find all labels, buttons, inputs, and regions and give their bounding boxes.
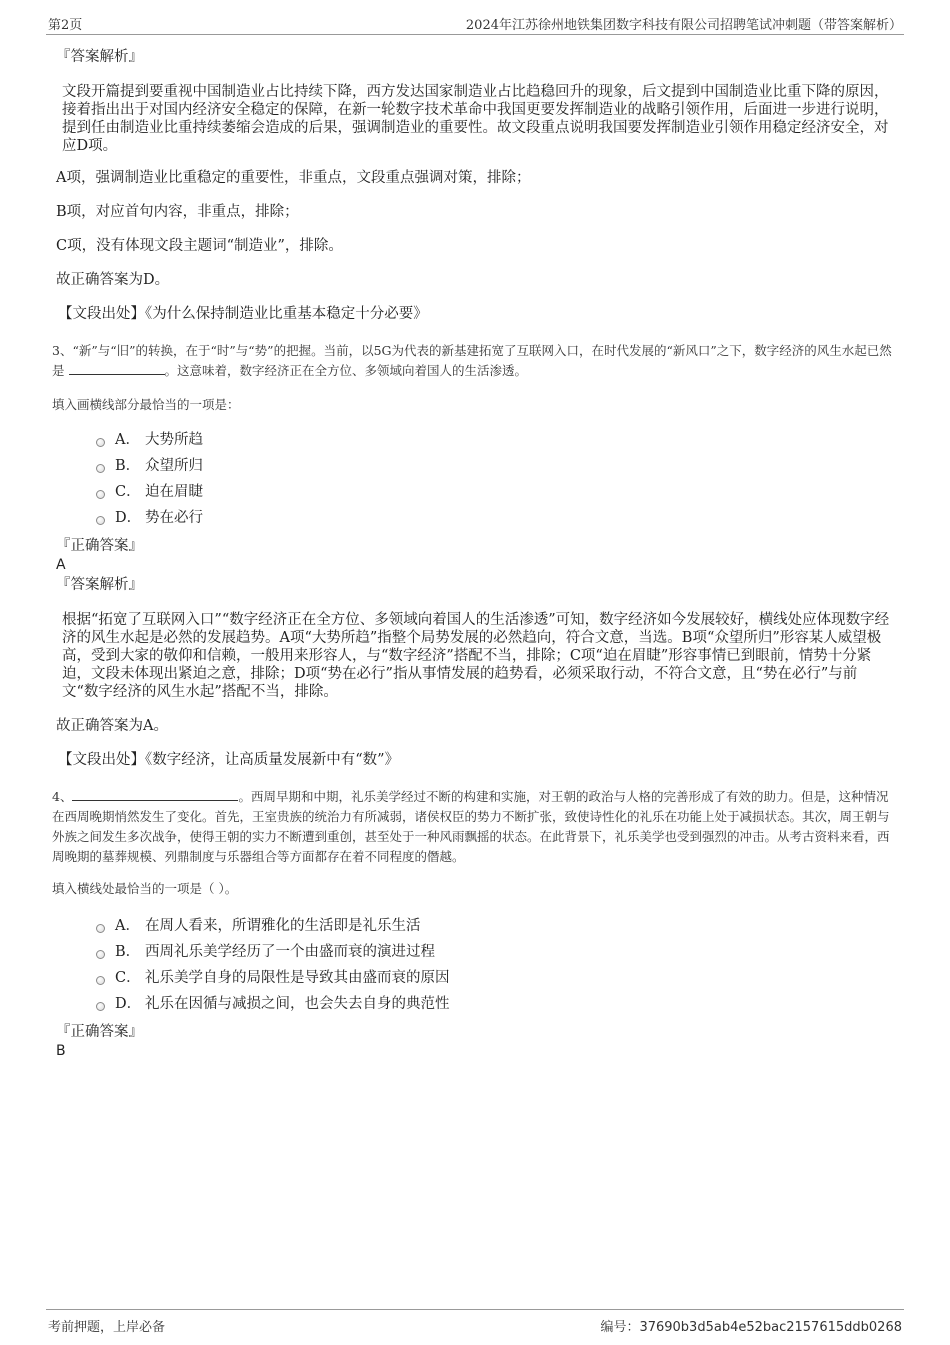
option-letter: C．: [115, 970, 141, 986]
q4-option-b[interactable]: [96, 939, 898, 965]
q2-conclusion: 故正确答案为D。: [56, 272, 170, 288]
footer-serial: [600, 1316, 902, 1335]
radio-icon[interactable]: [96, 924, 105, 933]
option-letter: A．: [115, 918, 140, 934]
q3-stem-after: 。这意味着，数字经济正在全方位、多领域向着国人的生活渗透。: [164, 363, 528, 378]
q4-stem-after: 。西周早期和中期，礼乐美学经过不断的构建和实施，对王朝的政治与人格的完善形成了有效的助力。但是，这种情况在西周晚期悄然发生了变化。首先，王室贵族的统治力有所减弱，诸侯权臣的势力不断扩张，致使诗性化的礼乐在功能上处于减损状态。其次，周王朝与外族之间发生多次战争，使得王朝的实力不断遭到重创，甚至处于一种风雨飘摇的状态。在此背景下，礼乐美学也受到强烈的冲击。从考古资料来看，西周晚期的墓葬规模、列鼎制度与乐器组合等方面都存在着不同程度的僭越。: [52, 789, 890, 864]
option-letter: D．: [115, 510, 142, 526]
q4-correct-label: 『正确答案』: [56, 1024, 143, 1040]
radio-icon[interactable]: [96, 516, 105, 525]
option-text: 礼乐美学自身的局限性是导致其由盛而衰的原因: [145, 970, 450, 986]
q3-blank: [69, 362, 165, 375]
q3-prompt: 填入画横线部分最恰当的一项是：: [52, 397, 240, 412]
q4-correct-answer: B: [56, 1043, 66, 1059]
option-letter: D．: [115, 996, 142, 1012]
q2-option-c-note: C项，没有体现文段主题词“制造业”，排除。: [56, 238, 343, 254]
q3-options: [56, 427, 898, 531]
q3-correct-answer: A: [56, 557, 66, 573]
footer-slogan: 考前押题，上岸必备: [48, 1320, 166, 1335]
q3-source: 【文段出处】《数字经济，让高质量发展新中有“数”》: [58, 752, 400, 768]
option-text: 西周礼乐美学经历了一个由盛而衰的演进过程: [145, 944, 435, 960]
radio-icon[interactable]: [96, 464, 105, 473]
q2-option-b-note: B项，对应首句内容，非重点，排除；: [56, 204, 299, 220]
q4-blank: [72, 788, 238, 801]
q2-analysis-text: 文段开篇提到要重视中国制造业占比持续下降，西方发达国家制造业占比趋稳回升的现象，后文提到中国制造业比重下降的原因，接着指出出于对国内经济安全稳定的保障，在新一轮数字技术革命中我国更要发挥制造业的战略引领作用，后面进一步进行说明，提到任由制造业比重持续萎缩会造成的后果，强调制造业的重要性。故文段重点说明我国要发挥制造业引领作用稳定经济安全，对应D项。: [62, 84, 889, 154]
q3-conclusion: 故正确答案为A。: [56, 718, 168, 734]
option-letter: B．: [115, 944, 141, 960]
q3-stem: [52, 341, 898, 381]
option-letter: C．: [115, 484, 141, 500]
q4-stem-prefix: 4、: [52, 789, 73, 804]
q3-option-c[interactable]: [96, 479, 898, 505]
option-letter: A．: [115, 432, 140, 448]
option-text: 众望所归: [145, 458, 203, 474]
q3-analysis-text: 根据“拓宽了互联网入口”“数字经济正在全方位、多领域向着国人的生活渗透”可知，数字经济如今发展较好，横线处应体现数字经济的风生水起是必然的发展趋势。A项“大势所趋”指整个局势发展的必然趋向，符合文意，当选。B项“众望所归”形容某人威望极高，受到大家的敬仰和信赖，一般用来形容人，与“数字经济”搭配不当，排除；C项“迫在眉睫”形容事情已到眼前，情势十分紧迫，文段未体现出紧迫之意，排除；D项“势在必行”指从事情发展的趋势看，必须采取行动，不符合文意，且“势在必行”与前文“数字经济的风生水起”搭配不当，排除。: [62, 612, 890, 700]
q4-prompt: 填入横线处最恰当的一项是（ ）。: [52, 881, 238, 896]
option-letter: B．: [115, 458, 141, 474]
q3-option-a[interactable]: [96, 427, 898, 453]
q2-option-a-note: A项，强调制造业比重稳定的重要性，非重点，文段重点强调对策，排除；: [56, 170, 531, 186]
radio-icon[interactable]: [96, 976, 105, 985]
q3-option-b[interactable]: [96, 453, 898, 479]
radio-icon[interactable]: [96, 490, 105, 499]
page-number: 第2页: [48, 18, 83, 33]
option-text: 在周人看来，所谓雅化的生活即是礼乐生活: [145, 918, 421, 934]
q3-analysis-label: 『答案解析』: [56, 577, 143, 593]
option-text: 大势所趋: [145, 432, 203, 448]
option-text: 势在必行: [145, 510, 203, 526]
radio-icon[interactable]: [96, 438, 105, 447]
q4-options: [56, 913, 898, 1017]
q3-correct-label: 『正确答案』: [56, 538, 143, 554]
radio-icon[interactable]: [96, 1002, 105, 1011]
page-header: [46, 12, 904, 35]
page-footer: [46, 1309, 904, 1340]
page-content: [52, 44, 898, 1060]
q4-option-a[interactable]: [96, 913, 898, 939]
document-title: 2024年江苏徐州地铁集团数字科技有限公司招聘笔试冲刺题（带答案解析）: [465, 18, 902, 33]
option-text: 迫在眉睫: [145, 484, 203, 500]
serial-label: 编号：: [600, 1320, 640, 1335]
q4-option-d[interactable]: [96, 991, 898, 1017]
q4-option-c[interactable]: [96, 965, 898, 991]
radio-icon[interactable]: [96, 950, 105, 959]
q4-stem: [52, 787, 898, 867]
q2-source: 【文段出处】《为什么保持制造业比重基本稳定十分必要》: [58, 306, 428, 322]
q3-stem-before: 3、“新”与“旧”的转换，在于“时”与“势”的把握。当前，以5G为代表的新基建拓宽了互联网入口，在时代发展的“新风口”之下，数字经济的风生水起已然是: [52, 343, 892, 378]
q3-option-d[interactable]: [96, 505, 898, 531]
q2-analysis-label: 『答案解析』: [56, 49, 143, 65]
option-text: 礼乐在因循与减损之间，也会失去自身的典范性: [145, 996, 450, 1012]
serial-number: 37690b3d5ab4e52bac2157615ddb0268: [639, 1320, 902, 1335]
